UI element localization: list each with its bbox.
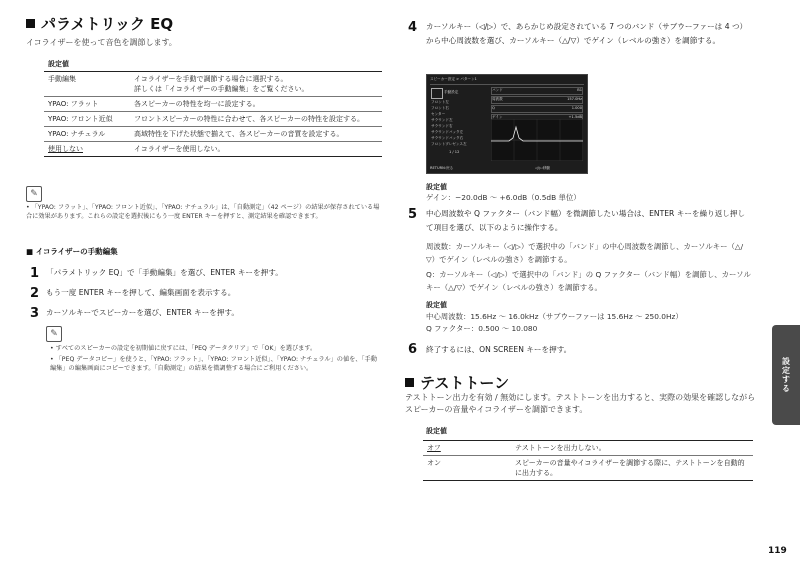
side-tab-settings[interactable]: 設定する (772, 325, 800, 425)
osd-param-row: Q 1.000 (491, 105, 583, 113)
subtitle: イコライザーを使って音色を調節します。 (26, 38, 177, 47)
freq-range: 中心周波数：15.6Hz 〜 16.0kHz（サブウーファーは 15.6Hz 〜 250.0Hz） (426, 312, 683, 321)
setting-desc: 高域特性を下げた状態で揃えて、各スピーカーの音質を設定する。 (134, 130, 344, 138)
freq-instruction: 周波数：カーソルキー（◁/▷）で選択中の「バンド」の中心周波数を調節し、カーソルキー（△/▽）でゲイン（レベルの強さ）を調節する。 (426, 242, 744, 264)
osd-param-row: ゲイン +1.5dB (491, 114, 583, 122)
setting-name: オン (427, 459, 441, 467)
q-range: Q ファクター：0.500 〜 10.080 (426, 324, 538, 333)
note-icon: ✎ (26, 186, 42, 202)
step-2: 2 もう一度 ENTER キーを押して、編集画面を表示する。 (30, 285, 236, 301)
osd-speaker-list (431, 100, 485, 148)
setting-name: YPAO: フロント近似 (48, 115, 113, 123)
table-row (44, 127, 382, 142)
osd-mode: 手動設定 (444, 90, 459, 94)
note-peq-item: • すべてのスピーカーの設定を初期値に戻すには、「PEQ データクリア」で「OK」を選びます。 (50, 345, 317, 352)
osd-list-item: サラウンドバック左 (431, 130, 464, 134)
table-row (44, 72, 382, 97)
table-row (423, 456, 753, 481)
osd-param-row: 周波数 157.0Hz (491, 96, 583, 104)
osd-footer-right: ◁/▷:移動 (535, 166, 551, 170)
square-bullet-icon (405, 378, 414, 387)
page-number: 119 (768, 546, 787, 556)
setting-name: 使用しない (48, 145, 83, 153)
test-tone-table (423, 440, 753, 481)
test-tone-title: テストトーン (405, 372, 509, 393)
osd-divider (430, 84, 584, 85)
settings-label-test: 設定値 (426, 427, 447, 435)
osd-list-item: フロント右 (431, 106, 449, 110)
setting-name: YPAO: フラット (48, 100, 99, 108)
eq-curve-graph (491, 119, 583, 161)
note-peq-item: • 「PEQ データコピー」を使うと、「YPAO: フラット」、「YPAO: フロント近似」、「YPAO: ナチュラル」の値を、「手動編集」の編集画面にコピーできます。「自動測定」の結果を微調整する場合にご利用ください。 (50, 356, 377, 372)
table-row (423, 441, 753, 456)
square-bullet-icon (26, 19, 35, 28)
setting-desc: テストトーンを出力しない。 (515, 444, 606, 452)
osd-list-item: サラウンド右 (431, 124, 453, 128)
setting-desc: イコライザーを使用しない。 (134, 145, 225, 153)
table-row (44, 112, 382, 127)
osd-list-item: サラウンド左 (431, 118, 453, 122)
title-text: パラメトリック EQ (41, 15, 174, 33)
peq-settings-table (44, 71, 382, 157)
osd-list-item: センター (431, 112, 446, 116)
setting-desc: 各スピーカーの特性を均一に設定する。 (134, 100, 260, 108)
note-peq (50, 344, 382, 373)
settings-label-gain: 設定値 (426, 183, 447, 191)
gain-range: ゲイン：−20.0dB 〜 +6.0dB（0.5dB 単位） (426, 193, 581, 202)
step-3: 3 カーソルキーでスピーカーを選び、ENTER キーを押す。 (30, 305, 239, 321)
table-row (44, 142, 382, 157)
osd-header: スピーカー設定 > パターン1 (430, 77, 477, 81)
q-instruction: Q：カーソルキー（◁/▷）で選択中の「バンド」の Q ファクター（バンド幅）を調節し、カーソルキー（△/▽）でゲイン（レベルの強さ）を調節する。 (426, 270, 751, 292)
step-1: 1 「パラメトリック EQ」で「手動編集」を選び、ENTER キーを押す。 (30, 265, 283, 281)
step-6: 6 終了するには、ON SCREEN キーを押す。 (408, 342, 572, 357)
osd-list-item: サラウンドバック右 (431, 136, 464, 140)
osd-list-item: フロント左 (431, 100, 449, 104)
osd-screenshot (426, 74, 588, 174)
step-5: 5 中心周波数や Q ファクター（バンド幅）を微調節したい場合は、ENTER キーを繰り返し押して項目を選び、以下のように操作する。 (408, 207, 746, 232)
table-row (44, 97, 382, 112)
manual-steps (30, 263, 380, 323)
setting-name: 手動編集 (48, 75, 76, 83)
settings-label: 設定値 (48, 60, 69, 68)
setting-desc: スピーカーの音量やイコライザーを調節する際に、テストトーンを自動的に出力する。 (515, 459, 745, 477)
setting-name: オフ (427, 444, 441, 452)
osd-list-item: フロントプレゼンス左 (431, 142, 467, 146)
test-tone-desc: テストトーン出力を有効 / 無効にします。テストトーンを出力すると、実際の効果を確認しながらスピーカーの音量やイコライザーを調節できます。 (405, 393, 756, 414)
page-title (26, 13, 173, 34)
speaker-icon (431, 88, 443, 99)
osd-param-row: バンド B1 (491, 87, 583, 95)
manual-edit-heading: ■ イコライザーの手動編集 (26, 247, 118, 256)
setting-desc: イコライザーを手動で調節する場合に選択する。 詳しくは「イコライザーの手動編集」をご覧ください。 (134, 75, 309, 93)
note-icon-2: ✎ (46, 326, 62, 342)
step-4: 4 カーソルキー（◁/▷）で、あらかじめ設定されている 7 つのバンド（サブウーファーは 4 つ）から中心周波数を選び、カーソルキー（△/▽）でゲイン（レベルの強さ）を調節する。 (408, 20, 748, 45)
osd-params (491, 87, 583, 122)
setting-name: YPAO: ナチュラル (48, 130, 106, 138)
settings-label-freq: 設定値 (426, 301, 447, 309)
osd-footer-left: RETURN:戻る (430, 166, 454, 170)
osd-page: 1 / 12 (449, 150, 460, 154)
setting-desc: フロントスピーカーの特性に合わせて、各スピーカーの特性を設定する。 (134, 115, 364, 123)
note-ypao: • 「YPAO: フラット」、「YPAO: フロント近似」、「YPAO: ナチュラル」は、「自動測定」（42 ページ）の結果が保存されている場合に効果があります。これらの設定を選択後にもう一度 ENTER キーを押すと、測定結果を確認できます。 (26, 204, 380, 220)
